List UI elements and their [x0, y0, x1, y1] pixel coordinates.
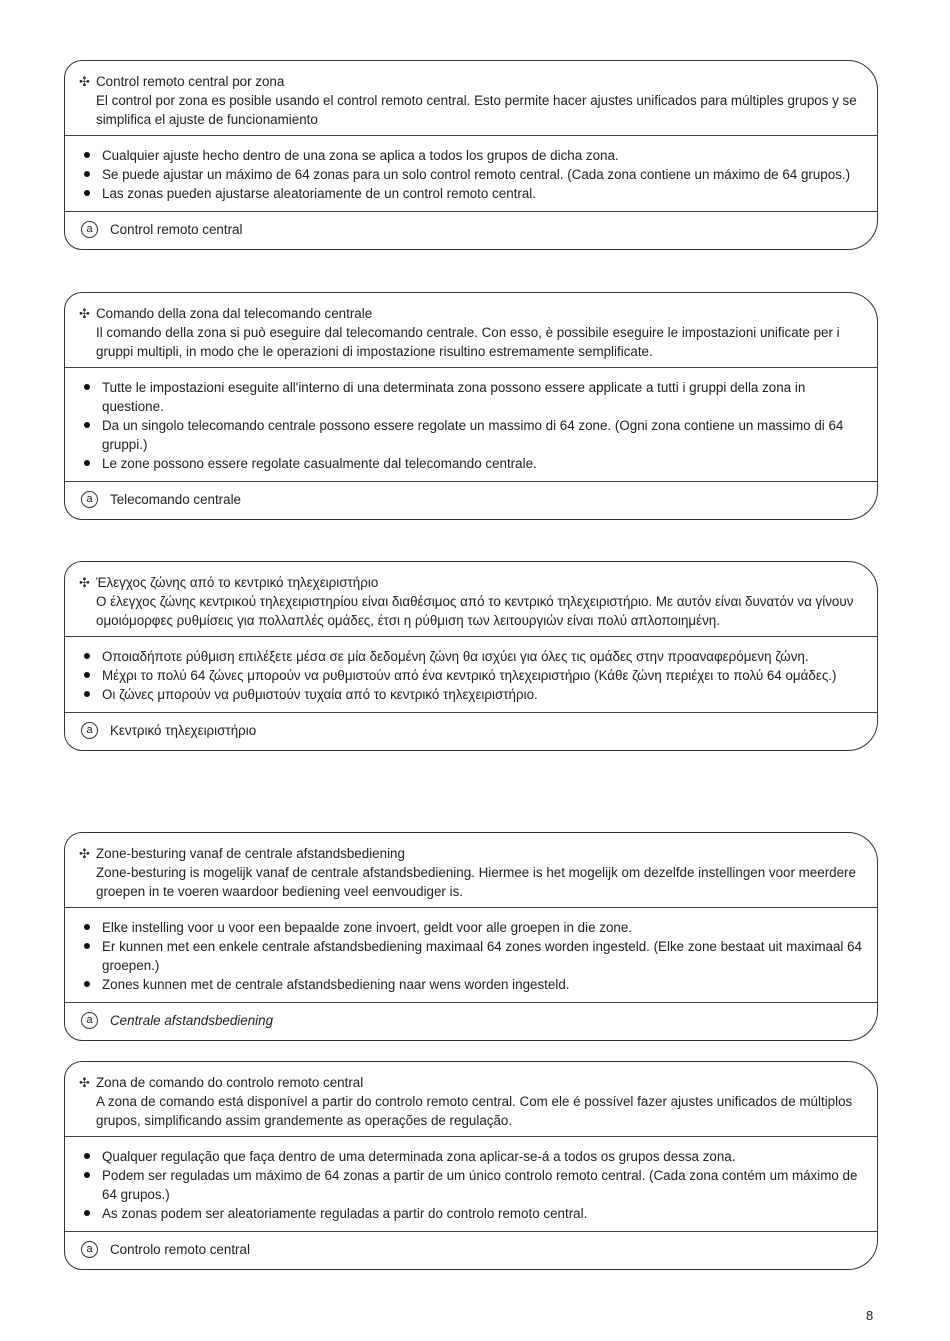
bullet-icon [84, 1210, 90, 1216]
list-item: Elke instelling voor u voor een bepaalde zone invoert, geldt voor alle groepen in die zone. [79, 918, 863, 937]
section-spanish [64, 60, 878, 250]
cross-icon: ✣ [79, 1075, 90, 1090]
section-header [65, 293, 877, 367]
section-footer [65, 712, 877, 750]
list-item: Zones kunnen met de centrale afstandsbediening naar wens worden ingesteld. [79, 975, 863, 994]
footer-label: Controlo remoto central [110, 1242, 250, 1257]
section-header [65, 833, 877, 907]
bullet-icon [84, 422, 90, 428]
list-item: Qualquer regulação que faça dentro de uma determinada zona aplicar-se-á a todos os grupos dessa zona. [79, 1147, 863, 1166]
bullet-icon [84, 171, 90, 177]
bullet-icon [84, 924, 90, 930]
list-item: Cualquier ajuste hecho dentro de una zona se aplica a todos los grupos de dicha zona. [79, 146, 863, 165]
circled-letter-marker: a [81, 491, 98, 508]
bullet-icon [84, 460, 90, 466]
footer-label: Telecomando centrale [110, 492, 242, 507]
cross-icon: ✣ [79, 846, 90, 861]
bullet-icon [84, 384, 90, 390]
circled-letter-marker: a [81, 722, 98, 739]
section-portuguese [64, 1061, 878, 1270]
footer-label: Control remoto central [110, 222, 243, 237]
section-description: Ο έλεγχος ζώνης κεντρικού τηλεχειριστηρίου είναι διαθέσιμος από το κεντρικό τηλεχειριστήριο. Με αυτόν είναι δυνατόν να γίνουν ομοιόμορφες ρυθμίσεις για πολλαπλές ομάδες, έτσι η ρύθμιση των λειτουργιών είναι πολύ απλοποιημένη. [96, 594, 854, 628]
cross-icon: ✣ [79, 575, 90, 590]
list-item: Μέχρι το πολύ 64 ζώνες μπορούν να ρυθμιστούν από ένα κεντρικό τηλεχειριστήριο (Κάθε ζώνη περιέχει το πολύ 64 ομάδες.) [79, 666, 863, 685]
list-item: Tutte le impostazioni eseguite all'interno di una determinata zona possono essere applicate a tutti i gruppi della zona in questione. [79, 378, 863, 416]
page-number: 8 [866, 1308, 874, 1323]
list-item: Οι ζώνες μπορούν να ρυθμιστούν τυχαία από το κεντρικό τηλεχειριστήριο. [79, 685, 863, 704]
section-footer [65, 481, 877, 519]
section-title: Zone-besturing vanaf de centrale afstandsbediening [96, 846, 405, 861]
cross-icon: ✣ [79, 74, 90, 89]
section-title: Έλεγχος ζώνης από το κεντρικό τηλεχειριστήριο [96, 575, 379, 590]
section-title: Zona de comando do controlo remoto central [96, 1075, 364, 1090]
circled-letter-marker: a [81, 1241, 98, 1258]
section-footer [65, 1231, 877, 1269]
bullet-icon [84, 943, 90, 949]
list-item: Se puede ajustar un máximo de 64 zonas para un solo control remoto central. (Cada zona contiene un máximo de 64 grupos.) [79, 165, 863, 184]
section-header [65, 562, 877, 636]
section-dutch [64, 832, 878, 1041]
bullet-icon [84, 152, 90, 158]
bullet-icon [84, 691, 90, 697]
list-item: Podem ser reguladas um máximo de 64 zonas a partir de um único controlo remoto central. (Cada zona contém um máximo de 64 grupos.) [79, 1166, 863, 1204]
section-header [65, 1062, 877, 1136]
list-item: Las zonas pueden ajustarse aleatoriamente de un control remoto central. [79, 184, 863, 203]
list-item: Οποιαδήποτε ρύθμιση επιλέξετε μέσα σε μία δεδομένη ζώνη θα ισχύει για όλες τις ομάδες στην προαναφερόμενη ζώνη. [79, 647, 863, 666]
cross-icon: ✣ [79, 306, 90, 321]
bullet-list [65, 135, 877, 211]
list-item: Er kunnen met een enkele centrale afstandsbediening maximaal 64 zones worden ingesteld. (Elke zone bestaat uit maximaal 64 groepen.) [79, 937, 863, 975]
bullet-list [65, 367, 877, 481]
circled-letter-marker: a [81, 221, 98, 238]
section-description: A zona de comando está disponível a partir do controlo remoto central. Com ele é possível fazer ajustes unificados de múltiplos grupos, simplificando assim grandemente as operações de regulação. [96, 1094, 853, 1128]
bullet-icon [84, 1153, 90, 1159]
section-header [65, 61, 877, 135]
section-footer [65, 211, 877, 249]
section-title: Control remoto central por zona [96, 74, 285, 89]
footer-label: Κεντρικό τηλεχειριστήριο [110, 723, 257, 738]
list-item: As zonas podem ser aleatoriamente reguladas a partir do controlo remoto central. [79, 1204, 863, 1223]
bullet-icon [84, 1172, 90, 1178]
bullet-list [65, 1136, 877, 1231]
footer-label: Centrale afstandsbediening [110, 1013, 274, 1028]
section-title: Comando della zona dal telecomando centrale [96, 306, 373, 321]
list-item: Da un singolo telecomando centrale possono essere regolate un massimo di 64 zone. (Ogni zona contiene un massimo di 64 gruppi.) [79, 416, 863, 454]
section-italian [64, 292, 878, 520]
section-footer [65, 1002, 877, 1040]
list-item: Le zone possono essere regolate casualmente dal telecomando centrale. [79, 454, 863, 473]
bullet-icon [84, 981, 90, 987]
bullet-list [65, 636, 877, 712]
bullet-list [65, 907, 877, 1002]
bullet-icon [84, 190, 90, 196]
bullet-icon [84, 672, 90, 678]
section-description: Zone-besturing is mogelijk vanaf de centrale afstandsbediening. Hiermee is het mogelijk om dezelfde instellingen voor meerdere groepen in te voeren waardoor bediening veel eenvoudiger is. [96, 865, 856, 899]
bullet-icon [84, 653, 90, 659]
section-description: Il comando della zona si può eseguire dal telecomando centrale. Con esso, è possibile eseguire le impostazioni unificate per i gruppi multipli, in modo che le operazioni di impostazione risultino estremamente semplificate. [96, 325, 840, 359]
section-greek [64, 561, 878, 751]
circled-letter-marker: a [81, 1012, 98, 1029]
section-description: El control por zona es posible usando el control remoto central. Esto permite hacer ajustes unificados para múltiples grupos y se simplifica el ajuste de funcionamiento [96, 93, 857, 127]
